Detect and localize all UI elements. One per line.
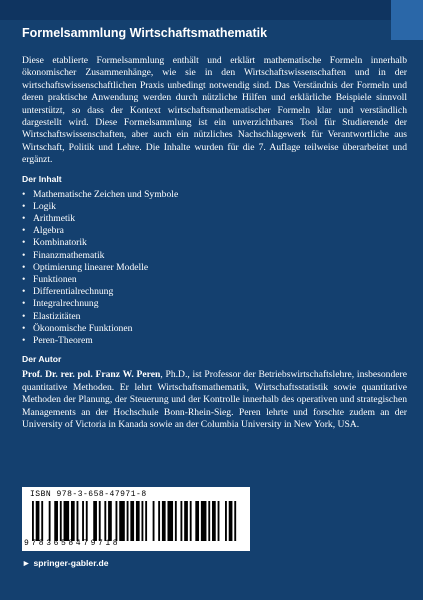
bullet-icon: •	[22, 298, 26, 310]
list-item: • Mathematische Zeichen und Symbole	[22, 188, 179, 200]
barcode-bar	[49, 501, 51, 541]
barcode-bar	[195, 501, 199, 541]
barcode-bar	[36, 501, 40, 541]
barcode-bar	[145, 501, 147, 541]
back-cover-content	[22, 26, 407, 431]
list-item: • Ökonomische Funktionen	[22, 322, 133, 334]
barcode-bar	[130, 501, 134, 541]
barcode-bar	[93, 501, 97, 541]
barcode-bar	[119, 501, 125, 541]
list-item: • Integralrechnung	[22, 298, 99, 310]
bullet-icon: •	[22, 225, 26, 237]
barcode-bar	[64, 501, 70, 541]
isbn-label: ISBN 978-3-658-47971-8	[30, 490, 147, 499]
barcode-bar	[229, 501, 233, 541]
barcode-bar	[218, 501, 220, 541]
author-bio	[22, 369, 407, 431]
barcode-bar	[142, 501, 144, 541]
book-title: Formelsammlung Wirtschaftsmathematik	[22, 26, 268, 40]
barcode-bar	[54, 501, 58, 541]
list-item: • Arithmetik	[22, 213, 76, 225]
barcode-bar	[108, 501, 112, 541]
arrow-right-icon: ►	[22, 558, 31, 568]
barcode-bar	[162, 501, 166, 541]
barcode-bar	[127, 501, 129, 541]
bullet-icon: •	[22, 274, 26, 286]
barcode-bar	[116, 501, 118, 541]
barcode-box	[22, 487, 250, 551]
barcode-bar	[175, 501, 177, 541]
barcode-bar	[99, 501, 101, 541]
barcode-bar	[77, 501, 79, 541]
list-item: • Logik	[22, 200, 56, 212]
barcode-bar	[158, 501, 160, 541]
bullet-icon: •	[22, 261, 26, 273]
barcode-bar	[32, 501, 34, 541]
bullet-icon: •	[22, 200, 26, 212]
barcode-bar	[71, 501, 75, 541]
bullet-icon: •	[22, 188, 26, 200]
author-heading: Der Autor	[22, 354, 62, 365]
contents-list	[22, 189, 407, 348]
barcode-bar	[208, 501, 210, 541]
barcode-bar	[225, 501, 227, 541]
top-strip	[0, 0, 423, 20]
list-item: • Peren-Theorem	[22, 335, 93, 347]
publisher-link[interactable]	[22, 558, 109, 568]
barcode-bar	[190, 501, 192, 541]
barcode-bar	[184, 501, 188, 541]
contents-heading: Der Inhalt	[22, 173, 62, 184]
barcode-bar	[180, 501, 182, 541]
list-item: • Differentialrechnung	[22, 286, 114, 298]
barcode-bar	[153, 501, 155, 541]
barcode-bar	[41, 501, 43, 541]
barcode-digits: 9783658479718	[24, 539, 121, 548]
book-description: Diese etablierte Formelsammlung enthält und erklärt mathematische Formeln innerhalb ökonomischer Zusammenhänge, wie sie in den Wirtschaftswissenschaften und in der wirtschaftswissenschaftlichen Praxis unbedingt notwendig sind. Das Verständnis der Formeln und deren praktische Anwendung werden durch nützliche Hilfen und erklärliche Beispiele sinnvoll unterstützt, so dass der Kontext wirtschaftsmathematischer Formeln klar und verständlich dargestellt wird. Diese Formelsammlung ist ein unverzichtbares Tool für Studierende der Wirtschaftswissenschaften, aber auch ein nützliches Nachschlagewerk für Verantwortliche aus Wirtschaft, Politik und Lehre. Die Inhalte wurden für die 7. Auflage teilweise überarbeitet und ergänzt.	[22, 55, 407, 166]
author-bio-text: , Ph.D., ist Professor der Betriebswirtschaftslehre, insbesondere quantitative Methoden. Er lehrt Wirtschaftsmathematik, Wirtschaftsstatistik sowie quantitative Methoden der Planung, der Steuerung und der Kontrolle innerhalb des operativen und strategischen Managements an der Hochschule Bonn-Rhein-Sieg. Peren lehrte und forschte zudem an der University of Victoria in Kanada sowie an der Columbia University in New York, USA.	[22, 369, 407, 430]
barcode-bar	[104, 501, 106, 541]
barcode-bar	[60, 501, 62, 541]
list-item: • Elastizitäten	[22, 310, 81, 322]
author-name: Prof. Dr. rer. pol. Franz W. Peren	[22, 369, 161, 381]
bullet-icon: •	[22, 310, 26, 322]
barcode	[32, 501, 238, 541]
barcode-bar	[234, 501, 236, 541]
list-item: • Algebra	[22, 225, 64, 237]
bullet-icon: •	[22, 322, 26, 334]
list-item: • Optimierung linearer Modelle	[22, 261, 149, 273]
bullet-icon: •	[22, 249, 26, 261]
barcode-bar	[136, 501, 140, 541]
list-item: • Finanzmathematik	[22, 249, 105, 261]
bullet-icon: •	[22, 213, 26, 225]
bullet-icon: •	[22, 286, 26, 298]
barcode-bar	[201, 501, 207, 541]
barcode-bar	[167, 501, 173, 541]
barcode-bar	[212, 501, 216, 541]
list-item: • Funktionen	[22, 274, 77, 286]
publisher-url: springer-gabler.de	[33, 558, 109, 568]
bullet-icon: •	[22, 237, 26, 249]
list-item: • Kombinatorik	[22, 237, 87, 249]
barcode-bar	[86, 501, 88, 541]
barcode-bar	[82, 501, 84, 541]
bullet-icon: •	[22, 335, 26, 347]
